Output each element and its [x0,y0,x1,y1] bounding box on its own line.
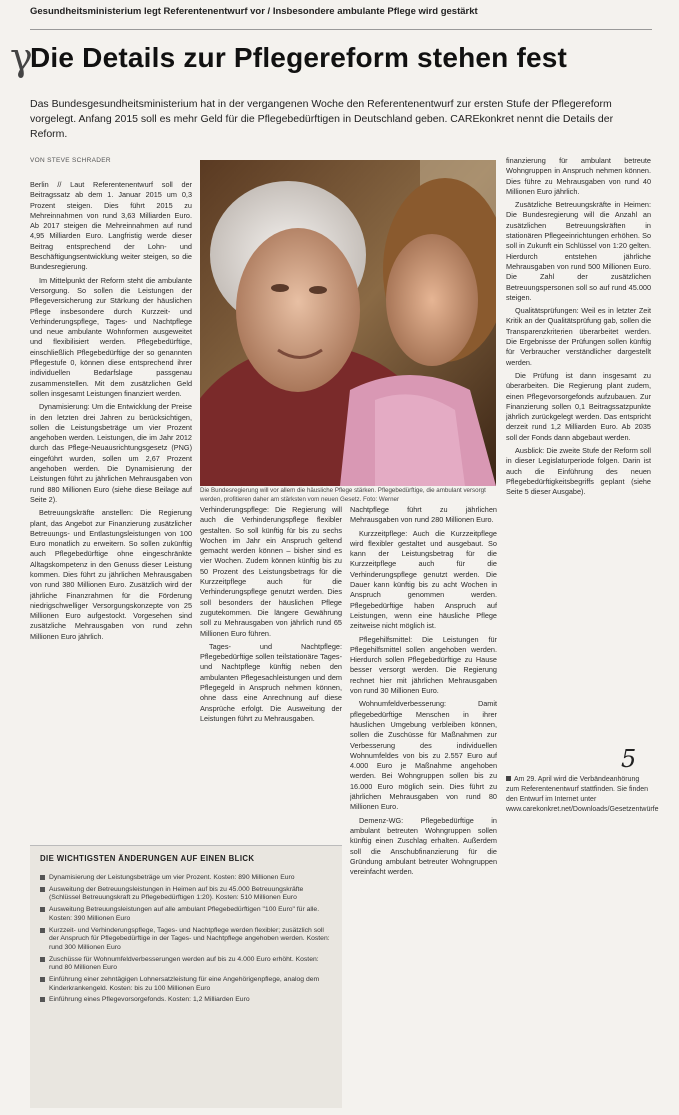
list-item: Kurzzeit- und Verhinderungspflege, Tages- und Nachtpflege werden flexibler; zusätzlich soll der Anspruch für Pflegebedürftige in der Tages- und Nachtpflege angehoben werden. Kosten: rund 300 Millionen Euro [40,927,332,953]
paragraph: Wohnumfeldverbesserung: Damit pflegebedürftige Menschen in ihrer häuslichen Umgebung verbleiben können, sollen die Zuschüsse für Maßnahmen zur Verbesserung des individuellen Wohnumfeldes von bis zu 2.557 Euro auf 4.000 Euro je Maßnahme angehoben werden. Bei Wohngruppen sollen bis zu 16.000 Euro möglich sein. Dies führt zu jährlichen Mehrausgaben von rund 80 Millionen Euro. [350,699,497,812]
square-bullet-icon [40,957,45,962]
square-bullet-icon [40,887,45,892]
list-item: Ausweitung der Betreuungsleistungen in Heimen auf bis zu 45.000 Betreuungskräfte (Schlüssel Betreuungskraft zu Pflegebedürftigen 1:20). Kosten: 510 Millionen Euro [40,886,332,903]
square-bullet-icon [506,776,511,781]
paragraph: Zusätzliche Betreuungskräfte in Heimen: Die Bundesregierung will die Anzahl an zusätzlichen Betreuungskräften in stationären Pflegeeinrichtungen erhöhen. So soll in Zukunft ein Schlüssel von 1:20 gelten. Hierdurch entstehen jährliche Mehrausgaben von rund 500 Millionen Euro. Die Zahl der zusätzlichen Betreuungspersonen soll so auf rund 45.000 steigen. [506,200,651,302]
list-item: Einführung einer zehntägigen Lohnersatzleistung für eine Angehörigenpflege, analog dem Kinderkrankengeld. Kosten: bis zu 100 Millionen Euro [40,976,332,993]
headline: Die Details zur Pflegereform stehen fest [30,42,568,73]
list-item: Ausweitung Betreuungsleistungen auf alle ambulant Pflegebedürftigen "100 Euro" für alle. Kosten: 390 Millionen Euro [40,906,332,923]
article-photo [200,160,496,486]
list-item: Zuschüsse für Wohnumfeldverbesserungen werden auf bis zu 4.000 Euro erhöht. Kosten: rund 80 Millionen Euro [40,956,332,973]
column-3 [350,505,497,1097]
photo-elderly-woman-and-caregiver [200,160,496,486]
note-text: Am 29. April wird die Verbändeanhörung zum Referentenentwurf stattfinden. Sie finden den Entwurf im Internet unter www.carekonkret.net/Downloads/Gesetzentwürfe [506,776,659,813]
photo-caption: Die Bundesregierung will vor allem die häusliche Pflege stärken. Pflegebedürftige, die ambulant versorgt werden, profitieren daher am stärksten vom neuen Gesetz. Foto: Werner [200,487,486,503]
kicker: Gesundheitsministerium legt Referentenentwurf vor / Insbesondere ambulante Pflege wird gestärkt [30,6,478,17]
list-item: Einführung eines Pflegevorsorgefonds. Kosten: 1,2 Milliarden Euro [40,996,332,1005]
column-1 [30,180,192,840]
paragraph: Dynamisierung: Um die Entwicklung der Preise in den letzten drei Jahren zu berücksichtigen, sollen die Leistungsbeträge um vier Prozent angehoben werden. Leistungen, die im Jahr 2012 durch das Pflege-Neuausrichtungsgesetz (PNG) eingeführt wurden, sollen um 2,67 Prozent angehoben werden. Die Dynamisierung der Leistungen führt zu jährlichen Mehrausgaben von rund 880 Millionen Euro (siehe diese Beilage auf Seite 2). [30,402,192,504]
paragraph: Die Prüfung ist dann insgesamt zu überarbeiten. Die Regierung plant zudem, einen Pflegevorsorgefonds aufzubauen. Zur Finanzierung sollen 0,1 Beitragssatzpunkte jährlich zurückgelegt werden. Das entspricht derzeit rund 1,2 Milliarden Euro. Ab 2035 soll der Fonds dann abgebaut werden. [506,370,651,442]
key-changes-box [30,845,342,1108]
paragraph: Qualitätsprüfungen: Weil es in letzter Zeit Kritik an der Qualitätsprüfung gab, sollen die Transparenzkriterien überarbeitet werden. Die Ergebnisse der Prüfungen sollen künftig für Verbraucher verständlicher dargestellt werden. [506,306,651,367]
announcement-note [506,775,659,815]
paragraph: Verhinderungspflege: Die Regierung will auch die Verhinderungspflege flexibler gestalten. So soll künftig für bis zu sechs Wochen im Jahr ein Anspruch geltend gemacht werden können – bisher sind es vier Wochen. Zudem können künftig bis zu 50 Prozent des Leistungsbetrags für die Kurzzeitpflege auch für die Verhinderungspflege genutzt werden. Dies soll besonders der häuslichen Pflege zugutekommen. Die längere Gewährung soll zu Mehrausgaben von jährlich rund 65 Millionen Euro führen. [200,505,342,638]
infobox-title: DIE WICHTIGSTEN ÄNDERUNGEN AUF EINEN BLICK [40,854,255,863]
paragraph: Pflegehilfsmittel: Die Leistungen für Pflegehilfsmittel sollen angehoben werden. Hierdurch sollen Pflegebedürftige zu Hause besser versorgt werden. Die Regierung rechnet hier mit jährlichen Mehrausgaben von rund 30 Millionen Euro. [350,634,497,696]
square-bullet-icon [40,875,45,880]
paragraph: Demenz-WG: Pflegebedürftige in ambulant betreuten Wohngruppen sollen künftig einen Zuschlag erhalten. Außerdem soll die Anschubfinanzierung für die Gründung ambulant betreuter Wohngruppen vereinfacht werden. [350,815,497,877]
list-item: Dynamisierung der Leistungsbeträge um vier Prozent. Kosten: 890 Millionen Euro [40,874,332,883]
infobox-list [40,874,332,1008]
square-bullet-icon [40,928,45,933]
square-bullet-icon [40,977,45,982]
paragraph: Im Mittelpunkt der Reform steht die ambulante Versorgung. So sollen die Leistungen der Pflegeversicherung zur Stärkung der häuslichen Pflege insbesondere durch Kurzzeit- und Verhinderungspflege, Tages- und Nachtpflege und neue ambulante Wohnformen ausgeweitet und flexibilisiert werden. Pflegebedürftige, einschließlich Pflegebedürftige der so genannten Pflegestufe 0, können diese entsprechend ihrer individuellen Bedarfslage passgenau zusammenstellen. Mit dem zusätzlichen Geld sollen insgesamt Leistungen finanziert werden. [30,275,192,398]
square-bullet-icon [40,997,45,1002]
column-4 [506,156,651,730]
paragraph: Betreuungskräfte anstellen: Die Regierung plant, das Angebot zur Finanzierung zusätzlicher Betreuungs- und Entlastungsleistungen von 100 Euro monatlich zu erweitern. So sollen zukünftig auch Pflegebedürftige ohne eingeschränkte Alltagskompetenz in den Genuss dieser Leistung kommen. Dies führt zu jährlichen Mehrausgaben von rund 380 Millionen Euro. Zusätzlich wird der jährliche Finanzrahmen für die Förderung niedrigschwelliger Versorgungskonzepte von 25 Millionen Euro aufgestockt. Vorgesehen sind zusätzliche Mehrausgaben von rund zehn Millionen Euro jährlich. [30,508,192,641]
lead-paragraph: Das Bundesgesundheitsministerium hat in der vergangenen Woche den Referentenentwurf zur ersten Stufe der Pflegereform vorgelegt. Anfang 2015 soll es mehr Geld für die Pflegebedürftigen in Deutschland geben. CAREkonkret nennt die Details der Reform. [30,98,614,141]
page-reference-number: 5 [621,745,637,773]
square-bullet-icon [40,907,45,912]
paragraph: Kurzzeitpflege: Auch die Kurzzeitpflege wird flexibler gestaltet und ausgebaut. So kann der Leistungsbetrag für die Kurzzeitpflege auch für die Verhinderungspflege genutzt werden. Die Dauer kann künftig bis zu acht Wochen in Anspruch genommen werden. Pflegebedürftige haben Anspruch auf Leistungen, wenn eine häusliche Pflege zeitweise nicht möglich ist. [350,528,497,631]
paragraph: finanzierung für ambulant betreute Wohngruppen in Anspruch nehmen können. Dies führe zu Mehrausgaben von rund 40 Millionen Euro jährlich. [506,156,651,196]
paragraph: Nachtpflege führt zu jährlichen Mehrausgaben von rund 280 Millionen Euro. [350,505,497,525]
paragraph: Ausblick: Die zweite Stufe der Reform soll in dieser Legislaturperiode folgen. Darin ist auch die Einführung des neuen Pflegebedürftigkeitsbegriffs geplant (siehe Seite 5 dieser Ausgabe). [506,446,651,497]
header-rule [30,29,652,30]
byline: VON STEVE SCHRADER [30,157,111,164]
paragraph: Tages- und Nachtpflege: Pflegebedürftige sollen teilstationäre Tages- und Nachtpflege künftig neben den ambulanten Pflegesachleistungen und dem Pflegegeld in Anspruch nehmen können, ohne dass eine Anrechnung auf diese Ansprüche erfolgt. Die Ausweitung der Leistungen führt zu Mehrausgaben. [200,641,342,723]
paragraph: Berlin // Laut Referentenentwurf soll der Beitragssatz ab dem 1. Januar 2015 um 0,3 Prozent steigen. Dies führt 2015 zu Mehreinnahmen von rund 3,63 Milliarden Euro. Ab 2017 steigen die Mehreinnahmen auf rund 4,95 Milliarden Euro. Langfristig werde dieser Beitrag entsprechend der Lohn- und Beschäftigungsentwicklung weiter steigen, so die Bundesregierung. [30,180,192,272]
decorative-initial-mark: γ [10,35,33,79]
